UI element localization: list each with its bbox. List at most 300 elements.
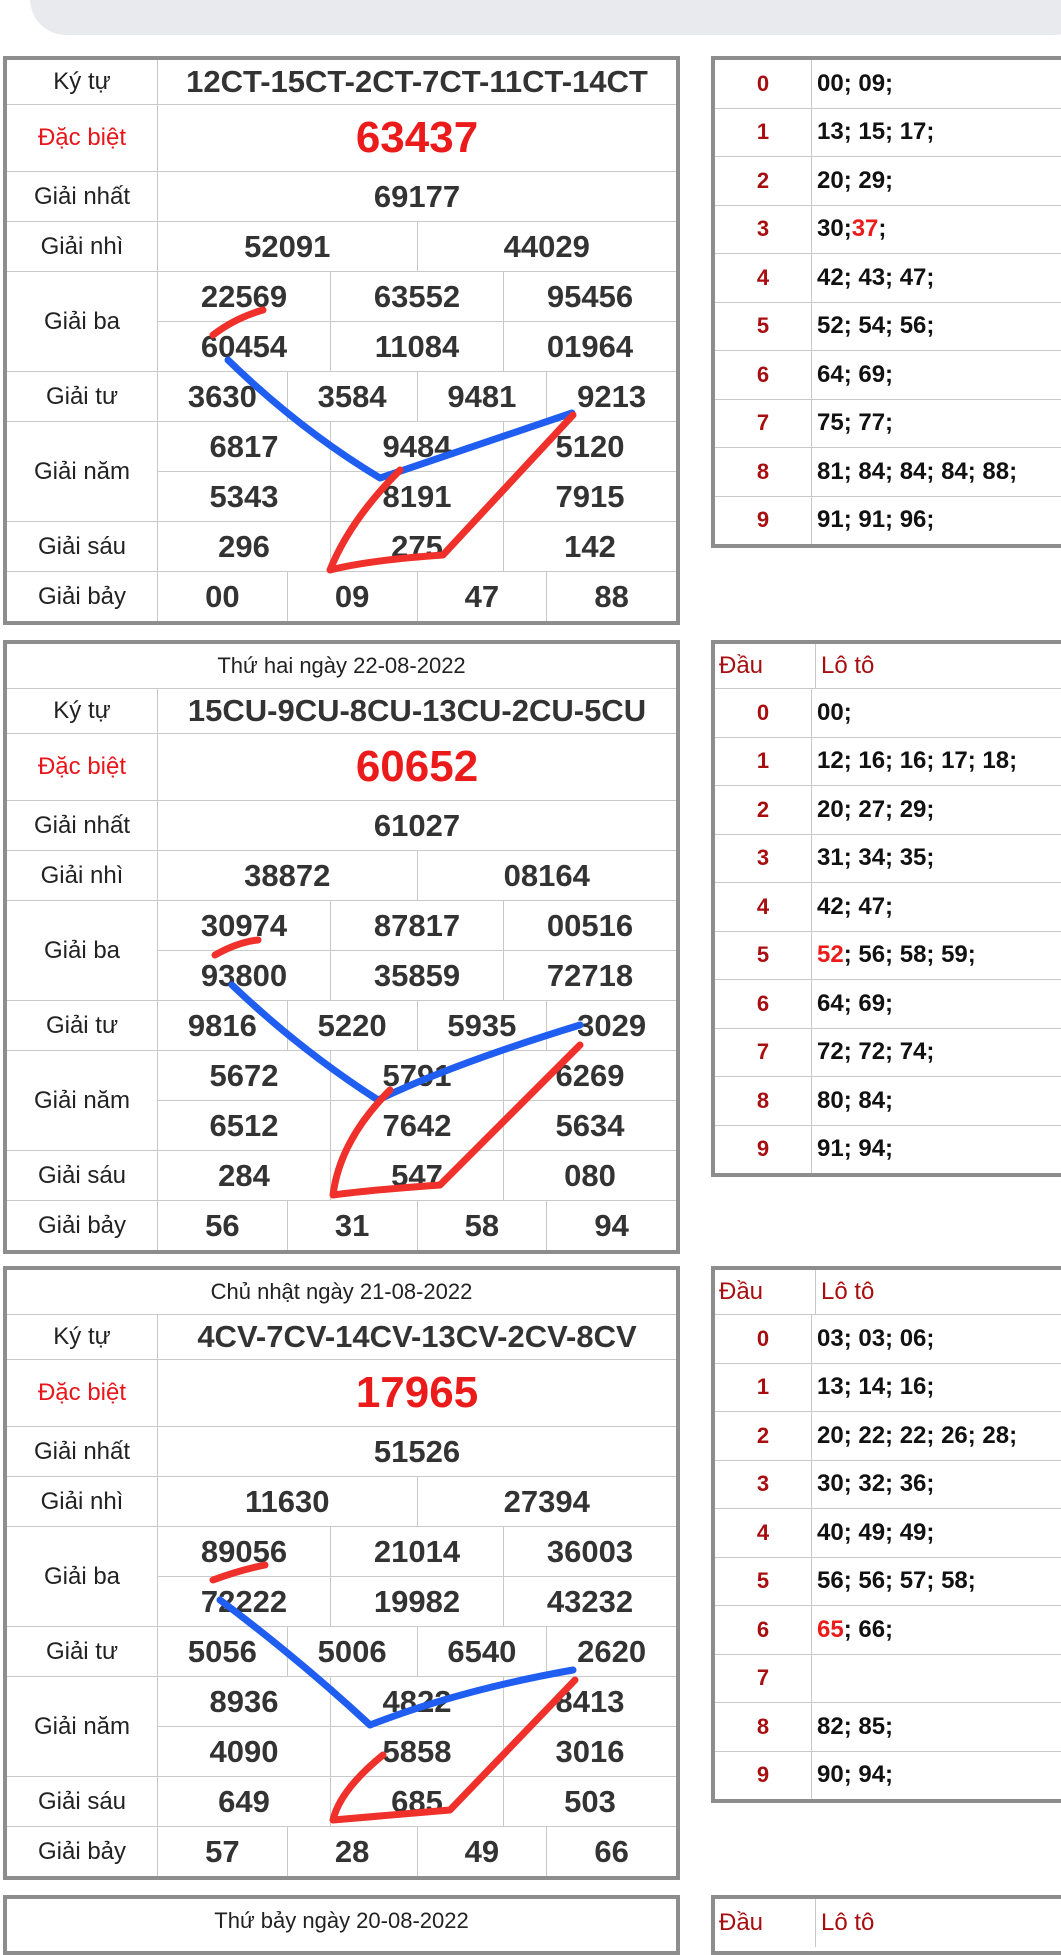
loto-values: 90; 94; xyxy=(817,1761,894,1789)
prize-number: 3016 xyxy=(503,1727,676,1776)
loto-head-col: Đầu xyxy=(715,644,816,688)
prize-row-g4 xyxy=(7,1626,676,1676)
loto-values: 56; 56; 57; 58; xyxy=(817,1567,976,1595)
loto-row xyxy=(715,834,1061,883)
prize-number: 5220 xyxy=(287,1001,417,1050)
loto-values: 31; 34; 35; xyxy=(817,844,935,872)
loto-head-digit: 7 xyxy=(715,1029,812,1077)
prize-values xyxy=(158,1627,676,1676)
loto-row xyxy=(715,1314,1061,1363)
loto-row xyxy=(715,1605,1061,1654)
prize-label: Giải tư xyxy=(7,1627,158,1676)
loto-row xyxy=(715,399,1061,448)
loto-head-digit: 4 xyxy=(715,883,812,931)
prize-number: 6540 xyxy=(417,1627,547,1676)
prize-number: 503 xyxy=(503,1777,676,1826)
prize-line xyxy=(158,422,676,471)
prize-line xyxy=(158,1726,676,1776)
prize-line xyxy=(158,801,676,850)
prize-number: 11630 xyxy=(245,1483,330,1519)
prize-label: Giải nhất xyxy=(7,172,158,221)
prize-number: 685 xyxy=(330,1777,503,1826)
prize-number: 89056 xyxy=(200,1533,288,1569)
loto-header xyxy=(715,644,1061,688)
prize-row-g2 xyxy=(7,1476,676,1526)
loto-values: 00; 09; xyxy=(817,69,894,97)
prize-label: Ký tự xyxy=(7,60,158,104)
loto-row xyxy=(715,1654,1061,1703)
loto-row xyxy=(715,350,1061,399)
prize-number: 58 xyxy=(417,1201,547,1250)
loto-head-digit: 3 xyxy=(715,206,812,254)
loto-head-digit: 2 xyxy=(715,157,812,205)
loto-head-digit: 9 xyxy=(715,1752,812,1800)
prize-number: 22569 xyxy=(200,278,288,314)
loto-header xyxy=(715,1899,1061,1947)
prize-line xyxy=(158,1576,676,1626)
prize-number: 6512 xyxy=(209,1107,279,1143)
prize-number: 5120 xyxy=(503,422,676,471)
prize-values xyxy=(158,272,676,371)
prize-line xyxy=(158,1315,676,1359)
prize-label: Đặc biệt xyxy=(7,1360,158,1426)
prize-number: 51526 xyxy=(373,1433,461,1469)
prize-row-kytu xyxy=(7,1314,676,1359)
prize-number: 00 xyxy=(205,578,240,614)
loto-values: 82; 85; xyxy=(817,1712,894,1740)
loto-head-digit: 6 xyxy=(715,980,812,1028)
loto-head-digit: 7 xyxy=(715,400,812,448)
prize-label: Đặc biệt xyxy=(7,105,158,171)
loto-row xyxy=(715,737,1061,786)
loto-special-highlight: 52 xyxy=(817,941,844,969)
prize-number: 11084 xyxy=(330,322,503,371)
prize-number: 12CT-15CT-2CT-7CT-11CT-14CT xyxy=(186,64,648,99)
loto-table xyxy=(711,1895,1061,1955)
loto-head-digit: 9 xyxy=(715,1126,812,1174)
loto-values: 91; 91; 96; xyxy=(817,506,935,534)
prize-row-g6 xyxy=(7,1776,676,1826)
prize-row-g2 xyxy=(7,850,676,900)
loto-row xyxy=(715,1508,1061,1557)
loto-values-col: Lô tô xyxy=(821,1908,875,1936)
prize-row-g1 xyxy=(7,800,676,850)
prize-number: 8191 xyxy=(330,472,503,521)
loto-head-digit: 1 xyxy=(715,109,812,157)
results-table xyxy=(3,56,680,625)
loto-head-digit: 6 xyxy=(715,351,812,399)
prize-number: 08164 xyxy=(417,851,677,900)
prize-line xyxy=(158,321,676,371)
prize-number: 080 xyxy=(503,1151,676,1200)
prize-line xyxy=(158,522,676,571)
prize-number: 63437 xyxy=(355,113,479,162)
prize-label: Ký tự xyxy=(7,1315,158,1359)
prize-number: 4CV-7CV-14CV-13CV-2CV-8CV xyxy=(197,1319,637,1354)
prize-line xyxy=(158,1427,676,1476)
prize-number: 3630 xyxy=(187,378,257,414)
prize-row-g3 xyxy=(7,271,676,371)
loto-row xyxy=(715,785,1061,834)
loto-table xyxy=(711,640,1061,1177)
prize-number: 547 xyxy=(330,1151,503,1200)
loto-head-digit: 0 xyxy=(715,689,812,737)
loto-row xyxy=(715,979,1061,1028)
prize-number: 35859 xyxy=(330,951,503,1000)
prize-label: Giải tư xyxy=(7,372,158,421)
prize-line xyxy=(158,105,676,171)
prize-row-g3 xyxy=(7,900,676,1000)
loto-values: 30; 32; 36; xyxy=(817,1470,935,1498)
top-search-bar[interactable] xyxy=(30,0,1061,35)
loto-row xyxy=(715,496,1061,545)
prize-number: 5056 xyxy=(187,1633,257,1669)
loto-row xyxy=(715,302,1061,351)
loto-row xyxy=(715,1363,1061,1412)
loto-head-digit: 3 xyxy=(715,835,812,883)
prize-row-g7 xyxy=(7,1826,676,1876)
prize-label: Giải tư xyxy=(7,1001,158,1050)
loto-head-digit: 5 xyxy=(715,932,812,980)
results-table xyxy=(3,1266,680,1880)
loto-head-digit: 8 xyxy=(715,1703,812,1751)
prize-row-g1 xyxy=(7,171,676,221)
results-table xyxy=(3,1895,680,1955)
prize-label: Giải bảy xyxy=(7,572,158,621)
prize-values xyxy=(158,1777,676,1826)
prize-row-g7 xyxy=(7,1200,676,1250)
loto-values: 12; 16; 16; 17; 18; xyxy=(817,747,1018,775)
prize-label: Giải nhất xyxy=(7,801,158,850)
prize-number: 15CU-9CU-8CU-13CU-2CU-5CU xyxy=(187,693,647,728)
loto-row xyxy=(715,108,1061,157)
prize-row-g5 xyxy=(7,1050,676,1150)
prize-number: 9816 xyxy=(187,1007,257,1043)
prize-label: Ký tự xyxy=(7,689,158,733)
loto-values: 52 ; 56; 58; 59; xyxy=(817,941,976,969)
prize-row-g4 xyxy=(7,1000,676,1050)
prize-values xyxy=(158,1201,676,1250)
prize-number: 649 xyxy=(218,1783,270,1819)
prize-values xyxy=(158,689,676,733)
prize-number: 57 xyxy=(205,1833,240,1869)
loto-values: 64; 69; xyxy=(817,989,894,1017)
prize-row-kytu xyxy=(7,60,676,104)
prize-label: Giải bảy xyxy=(7,1827,158,1876)
prize-row-g5 xyxy=(7,421,676,521)
prize-number: 296 xyxy=(218,528,270,564)
prize-number: 2620 xyxy=(546,1627,676,1676)
loto-head-digit: 0 xyxy=(715,1315,812,1363)
prize-line xyxy=(158,851,676,900)
draw-date-header: Thứ bảy ngày 20-08-2022 xyxy=(214,1908,469,1933)
loto-special-highlight: 65 xyxy=(817,1615,844,1643)
prize-number: 21014 xyxy=(330,1527,503,1576)
loto-head-digit: 8 xyxy=(715,1077,812,1125)
prize-line xyxy=(158,60,676,104)
loto-head-digit: 9 xyxy=(715,497,812,545)
loto-table xyxy=(711,1266,1061,1803)
prize-line xyxy=(158,1151,676,1200)
loto-row xyxy=(715,447,1061,496)
prize-number: 28 xyxy=(287,1827,417,1876)
loto-row xyxy=(715,253,1061,302)
loto-values: 20; 29; xyxy=(817,166,894,194)
prize-number: 5935 xyxy=(417,1001,547,1050)
loto-row xyxy=(715,1557,1061,1606)
loto-row xyxy=(715,688,1061,737)
prize-line xyxy=(158,1527,676,1576)
prize-number: 01964 xyxy=(503,322,676,371)
prize-number: 95456 xyxy=(503,272,676,321)
prize-line xyxy=(158,172,676,221)
prize-number: 87817 xyxy=(330,901,503,950)
prize-values xyxy=(158,172,676,221)
prize-values xyxy=(158,1315,676,1359)
loto-head-col: Đầu xyxy=(715,1270,816,1314)
prize-label: Giải sáu xyxy=(7,1777,158,1826)
prize-number: 94 xyxy=(546,1201,676,1250)
loto-values: 80; 84; xyxy=(817,1086,894,1114)
prize-line xyxy=(158,901,676,950)
prize-number: 66 xyxy=(546,1827,676,1876)
loto-head-digit: 5 xyxy=(715,303,812,351)
prize-number: 63552 xyxy=(330,272,503,321)
loto-values: 91; 94; xyxy=(817,1135,894,1163)
prize-values xyxy=(158,734,676,800)
prize-label: Giải nhì xyxy=(7,851,158,900)
loto-head-digit: 2 xyxy=(715,1412,812,1460)
prize-row-g6 xyxy=(7,521,676,571)
prize-number: 19982 xyxy=(330,1577,503,1626)
prize-values xyxy=(158,60,676,104)
loto-row xyxy=(715,1702,1061,1751)
prize-number: 52091 xyxy=(244,228,331,264)
prize-values xyxy=(158,422,676,521)
prize-number: 93800 xyxy=(200,957,288,993)
prize-number: 30974 xyxy=(200,907,288,943)
prize-values xyxy=(158,222,676,271)
loto-values: 03; 03; 06; xyxy=(817,1324,935,1352)
prize-values xyxy=(158,1677,676,1776)
loto-values: 65 ; 66; xyxy=(817,1615,894,1643)
prize-label: Giải năm xyxy=(7,1677,158,1776)
prize-number: 4090 xyxy=(209,1733,279,1769)
prize-number: 6817 xyxy=(209,428,279,464)
loto-values: 20; 27; 29; xyxy=(817,795,935,823)
prize-label: Giải năm xyxy=(7,422,158,521)
loto-values: 42; 43; 47; xyxy=(817,263,935,291)
prize-number: 142 xyxy=(503,522,676,571)
loto-values: 64; 69; xyxy=(817,360,894,388)
prize-number: 9484 xyxy=(330,422,503,471)
prize-number: 4822 xyxy=(330,1677,503,1726)
prize-line xyxy=(158,950,676,1000)
loto-values: 40; 49; 49; xyxy=(817,1518,935,1546)
loto-values: 30; 37 ; xyxy=(817,215,887,243)
loto-head-col: Đầu xyxy=(715,1899,816,1947)
prize-row-g1 xyxy=(7,1426,676,1476)
prize-number: 9213 xyxy=(546,372,676,421)
loto-row xyxy=(715,205,1061,254)
prize-label: Đặc biệt xyxy=(7,734,158,800)
prize-row-kytu xyxy=(7,688,676,733)
loto-values: 00; xyxy=(817,698,852,726)
prize-number: 5858 xyxy=(330,1727,503,1776)
loto-values: 52; 54; 56; xyxy=(817,312,935,340)
prize-line xyxy=(158,222,676,271)
prize-number: 44029 xyxy=(417,222,677,271)
prize-number: 5343 xyxy=(209,478,279,514)
prize-number: 43232 xyxy=(503,1577,676,1626)
prize-number: 17965 xyxy=(355,1368,479,1417)
loto-values xyxy=(812,1655,1061,1703)
results-table xyxy=(3,640,680,1254)
loto-row xyxy=(715,1125,1061,1174)
prize-label: Giải sáu xyxy=(7,1151,158,1200)
prize-row-db xyxy=(7,1359,676,1426)
prize-row-g7 xyxy=(7,571,676,621)
prize-line xyxy=(158,272,676,321)
loto-head-digit: 5 xyxy=(715,1558,812,1606)
prize-number: 60454 xyxy=(200,328,288,364)
prize-line xyxy=(158,689,676,733)
prize-line xyxy=(158,1051,676,1100)
prize-number: 61027 xyxy=(373,807,461,843)
prize-number: 5791 xyxy=(330,1051,503,1100)
loto-header xyxy=(715,1270,1061,1314)
prize-number: 88 xyxy=(546,572,676,621)
loto-row xyxy=(715,1028,1061,1077)
prize-number: 7642 xyxy=(330,1101,503,1150)
loto-special-highlight: 37 xyxy=(851,215,879,243)
prize-values xyxy=(158,1001,676,1050)
prize-row-db xyxy=(7,733,676,800)
prize-label: Giải nhất xyxy=(7,1427,158,1476)
prize-number: 27394 xyxy=(417,1477,677,1526)
loto-head-digit: 8 xyxy=(715,448,812,496)
loto-values: 72; 72; 74; xyxy=(817,1038,935,1066)
loto-row xyxy=(715,1076,1061,1125)
prize-number: 49 xyxy=(417,1827,547,1876)
prize-number: 9481 xyxy=(417,372,547,421)
prize-number: 72222 xyxy=(200,1583,288,1619)
prize-number: 47 xyxy=(417,572,547,621)
prize-line xyxy=(158,1677,676,1726)
loto-row xyxy=(715,60,1061,108)
loto-values-col: Lô tô xyxy=(821,652,875,679)
prize-values xyxy=(158,1827,676,1876)
prize-values xyxy=(158,851,676,900)
loto-row xyxy=(715,931,1061,980)
loto-head-digit: 3 xyxy=(715,1461,812,1509)
prize-number: 284 xyxy=(218,1157,270,1193)
prize-number: 56 xyxy=(205,1207,240,1243)
prize-values xyxy=(158,522,676,571)
prize-values xyxy=(158,1427,676,1476)
prize-line xyxy=(158,1001,676,1050)
loto-head-digit: 2 xyxy=(715,786,812,834)
prize-label: Giải ba xyxy=(7,272,158,371)
prize-row-g2 xyxy=(7,221,676,271)
prize-values xyxy=(158,105,676,171)
prize-row-g5 xyxy=(7,1676,676,1776)
prize-line xyxy=(158,572,676,621)
prize-number: 3029 xyxy=(546,1001,676,1050)
prize-number: 00516 xyxy=(503,901,676,950)
prize-label: Giải nhì xyxy=(7,1477,158,1526)
loto-values: 81; 84; 84; 84; 88; xyxy=(817,457,1018,485)
loto-values: 20; 22; 22; 26; 28; xyxy=(817,1421,1018,1449)
prize-number: 31 xyxy=(287,1201,417,1250)
prize-number: 6269 xyxy=(503,1051,676,1100)
loto-values-col: Lô tô xyxy=(821,1278,875,1305)
prize-number: 7915 xyxy=(503,472,676,521)
loto-head-digit: 4 xyxy=(715,254,812,302)
loto-row xyxy=(715,1751,1061,1800)
loto-head-digit: 6 xyxy=(715,1606,812,1654)
prize-values xyxy=(158,1527,676,1626)
loto-head-digit: 4 xyxy=(715,1509,812,1557)
prize-values xyxy=(158,1051,676,1150)
prize-label: Giải bảy xyxy=(7,1201,158,1250)
prize-line xyxy=(158,1777,676,1826)
prize-line xyxy=(158,1201,676,1250)
prize-line xyxy=(158,1627,676,1676)
loto-table xyxy=(711,56,1061,548)
prize-number: 5634 xyxy=(503,1101,676,1150)
prize-line xyxy=(158,1100,676,1150)
prize-values xyxy=(158,1151,676,1200)
prize-values xyxy=(158,572,676,621)
draw-date-header: Thứ hai ngày 22-08-2022 xyxy=(217,653,466,678)
prize-row-g4 xyxy=(7,371,676,421)
loto-row xyxy=(715,156,1061,205)
prize-values xyxy=(158,1477,676,1526)
prize-line xyxy=(158,471,676,521)
prize-row-g3 xyxy=(7,1526,676,1626)
prize-line xyxy=(158,1360,676,1426)
prize-label: Giải nhì xyxy=(7,222,158,271)
loto-row xyxy=(715,882,1061,931)
prize-label: Giải sáu xyxy=(7,522,158,571)
loto-head-digit: 1 xyxy=(715,738,812,786)
loto-values: 13; 15; 17; xyxy=(817,118,935,146)
prize-number: 60652 xyxy=(355,742,479,791)
prize-number: 5006 xyxy=(287,1627,417,1676)
loto-row xyxy=(715,1460,1061,1509)
prize-number: 8936 xyxy=(209,1683,279,1719)
loto-head-digit: 1 xyxy=(715,1364,812,1412)
prize-values xyxy=(158,372,676,421)
loto-head-digit: 7 xyxy=(715,1655,812,1703)
prize-number: 8413 xyxy=(503,1677,676,1726)
prize-row-g6 xyxy=(7,1150,676,1200)
loto-values: 75; 77; xyxy=(817,409,894,437)
prize-line xyxy=(158,1477,676,1526)
prize-values xyxy=(158,1360,676,1426)
prize-number: 5672 xyxy=(209,1057,279,1093)
prize-line xyxy=(158,1827,676,1876)
prize-row-db xyxy=(7,104,676,171)
loto-values: 13; 14; 16; xyxy=(817,1373,935,1401)
prize-values xyxy=(158,801,676,850)
prize-label: Giải ba xyxy=(7,1527,158,1626)
prize-number: 36003 xyxy=(503,1527,676,1576)
prize-number: 275 xyxy=(330,522,503,571)
prize-number: 3584 xyxy=(287,372,417,421)
prize-line xyxy=(158,734,676,800)
